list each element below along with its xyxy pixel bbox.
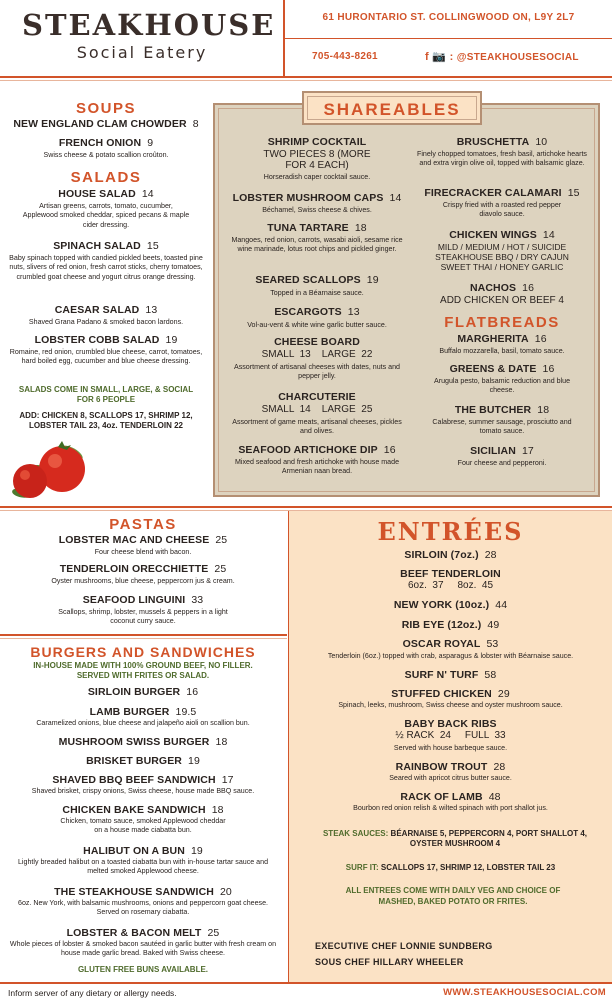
item-options: SMALL 13 LARGE 22 xyxy=(261,349,373,360)
entrees-note: ALL ENTREES COME WITH DAILY VEG AND CHOICE OF MASHED, BAKED POTATO OR FRITES. xyxy=(345,886,561,906)
item-description: Buffalo mozzarella, basil, tomato sauce. xyxy=(439,347,565,355)
shareables-heading: SHAREABLES xyxy=(323,100,461,119)
menu-item: ESCARGOTS 13 xyxy=(274,306,360,318)
shareables-heading-plate xyxy=(302,91,482,125)
menu-item: LAMB BURGER 19.5 xyxy=(89,706,197,718)
menu-item: MUSHROOM SWISS BURGER 18 xyxy=(58,736,228,748)
menu-item: BEEF TENDERLOIN xyxy=(400,568,501,580)
menu-item: SIRLOIN (7oz.) 28 xyxy=(404,549,497,561)
menu-item: SEAFOOD LINGUINI 33 xyxy=(82,594,204,606)
menu-item: LOBSTER COBB SALAD 19 xyxy=(34,334,178,346)
item-description: Seared with apricot citrus butter sauce. xyxy=(389,774,512,782)
social-handle xyxy=(425,50,610,63)
menu-item: SURF N' TURF 58 xyxy=(404,669,497,681)
surf-it: SURF IT: SCALLOPS 17, SHRIMP 12, LOBSTER TAIL 23 xyxy=(345,863,556,872)
menu-item: FIRECRACKER CALAMARI 15 xyxy=(424,187,580,199)
address: 61 HURONTARIO ST. COLLINGWOOD ON, L9Y 2L7 xyxy=(322,12,575,23)
item-description: Four cheese and pepperoni. xyxy=(457,459,547,467)
menu-item: STUFFED CHICKEN 29 xyxy=(391,688,510,700)
item-description: Scallops, shrimp, lobster, mussels & peppers in a light coconut curry sauce. xyxy=(58,608,228,626)
burgers-note: IN-HOUSE MADE WITH 100% GROUND BEEF, NO FILLER. SERVED WITH FRITES OR SALAD. xyxy=(33,661,253,680)
item-description: Vol-au-vent & white wine garlic butter sauce. xyxy=(247,321,387,329)
soups-salads-column xyxy=(0,95,212,505)
pastas-section xyxy=(0,512,286,632)
menu-item: NEW ENGLAND CLAM CHOWDER 8 xyxy=(13,118,199,130)
menu-item: BRUSCHETTA 10 xyxy=(456,136,548,148)
pastas-divider-2 xyxy=(0,638,287,639)
shareables-left-column xyxy=(222,133,412,493)
entrees-heading: ENTRÉES xyxy=(377,517,524,546)
section-divider xyxy=(0,506,612,508)
menu-item: CHARCUTERIE xyxy=(278,391,356,403)
item-description: Bourbon red onion relish & wilted spinach with port shallot jus. xyxy=(353,804,548,812)
menu-item: BABY BACK RIBS xyxy=(404,718,497,730)
menu-item: FRENCH ONION 9 xyxy=(58,137,154,149)
item-description: Caramelized onions, blue cheese and jalapeño aioli on scallion bun. xyxy=(36,719,250,727)
allergy-note: Inform server of any dietary or allergy needs. xyxy=(8,988,177,998)
item-description: 6oz. New York, with balsamic mushrooms, onions and peppercorn goat cheese. Served on rosemary ciabatta. xyxy=(18,899,268,917)
item-description: Calabrese, summer sausage, prosciutto and tomato sauce. xyxy=(432,418,572,436)
shareables-right-column xyxy=(412,133,592,493)
item-description: Mangoes, red onion, carrots, wasabi aioli, sesame rice wine marinade, lotus root chips and pickled ginger. xyxy=(231,236,403,254)
pastas-heading: PASTAS xyxy=(109,516,177,533)
menu-item: MARGHERITA 16 xyxy=(457,333,547,345)
item-description: Finely chopped tomatoes, fresh basil, artichoke hearts and extra virgin olive oil, topped with balsamic glaze. xyxy=(417,150,587,168)
logo-title: STEAKHOUSE xyxy=(22,8,276,42)
menu-item: SHAVED BBQ BEEF SANDWICH 17 xyxy=(52,774,234,786)
item-description: Four cheese blend with bacon. xyxy=(94,548,192,556)
menu-item: HALIBUT ON A BUN 19 xyxy=(83,845,203,857)
item-description: Assortment of game meats, artisanal cheeses, pickles and olives. xyxy=(232,418,402,436)
menu-item: NACHOS 16 xyxy=(469,282,535,294)
menu-item: OSCAR ROYAL 53 xyxy=(402,638,499,650)
menu-item: CAESAR SALAD 13 xyxy=(54,304,158,316)
menu-item: SICILIAN 17 xyxy=(470,445,534,457)
menu-item: SEARED SCALLOPS 19 xyxy=(255,274,379,286)
menu-item: RAINBOW TROUT 28 xyxy=(395,761,506,773)
item-description: Spinach, leeks, mushroom, Swiss cheese and oyster mushroom sauce. xyxy=(338,701,563,709)
salads-heading: SALADS xyxy=(70,169,142,186)
item-description: Whole pieces of lobster & smoked bacon sautéed in garlic butter with fresh cream on house made garlic bread. Baked with Swiss cheese. xyxy=(9,940,277,958)
menu-item: LOBSTER MUSHROOM CAPS 14 xyxy=(232,192,402,204)
menu-item: SPINACH SALAD 15 xyxy=(53,240,159,252)
item-description: Shaved brisket, crispy onions, Swiss cheese, house made BBQ sauce. xyxy=(31,787,255,795)
item-description: Lightly breaded halibut on a toasted ciabatta bun with in-house tartar sauce and melted smoked Applewood cheese. xyxy=(17,858,269,876)
sous-chef: SOUS CHEF HILLARY WHEELER xyxy=(315,957,464,967)
item-description: Assortment of artisanal cheeses with dates, nuts and pepper jelly. xyxy=(233,363,400,381)
item-options: SMALL 14 LARGE 25 xyxy=(261,404,373,415)
menu-item: RACK OF LAMB 48 xyxy=(400,791,501,803)
menu-item: LOBSTER MAC AND CHEESE 25 xyxy=(58,534,228,546)
item-options: ½ RACK 24 FULL 33 xyxy=(395,730,506,741)
tomato-highlight xyxy=(48,454,62,468)
item-description: Horseradish caper cocktail sauce. xyxy=(263,173,371,181)
social-icons: f 📷 : xyxy=(425,51,454,63)
menu-item: GREENS & DATE 16 xyxy=(449,363,555,375)
item-description: Béchamel, Swiss cheese & chives. xyxy=(262,206,372,214)
header-bottom-rule xyxy=(0,76,612,78)
salads-size-note: SALADS COME IN SMALL, LARGE, & SOCIAL FOR 6 PEOPLE xyxy=(18,385,194,404)
item-options: MILD / MEDIUM / HOT / SUICIDE STEAKHOUSE BBQ / DRY CAJUN SWEET THAI / HONEY GARLIC xyxy=(435,242,569,272)
item-options: 6oz. 37 8oz. 45 xyxy=(407,580,494,591)
entrees-section xyxy=(288,511,612,983)
menu-item: TENDERLOIN ORECCHIETTE 25 xyxy=(59,563,227,575)
item-description: Crispy fried with a roasted red pepper diavolo sauce. xyxy=(442,201,562,219)
menu-item: NEW YORK (10oz.) 44 xyxy=(393,599,508,611)
pastas-divider xyxy=(0,634,287,636)
website-link[interactable]: WWW.STEAKHOUSESOCIAL.COM xyxy=(443,987,606,998)
item-description: Mixed seafood and fresh artichoke with house made Armenian naan bread. xyxy=(234,458,400,476)
item-description: Oyster mushrooms, blue cheese, peppercorn jus & cream. xyxy=(51,577,235,585)
phone: 705-443-8261 xyxy=(312,51,378,62)
menu-item: THE STEAKHOUSE SANDWICH 20 xyxy=(54,886,232,898)
footer-rule xyxy=(0,982,612,984)
tomato-illustration xyxy=(0,425,110,505)
soups-heading: SOUPS xyxy=(75,100,136,117)
executive-chef: EXECUTIVE CHEF LONNIE SUNDBERG xyxy=(315,941,493,951)
menu-item: CHEESE BOARD xyxy=(274,336,360,348)
tomato xyxy=(13,464,47,498)
item-description: Topped in a Béarnaise sauce. xyxy=(270,289,364,297)
menu-item: SEAFOOD ARTICHOKE DIP 16 xyxy=(238,444,396,456)
item-description: Shaved Grana Padano & smoked bacon lardons. xyxy=(28,318,184,326)
tomato-highlight xyxy=(20,470,30,480)
item-description: Arugula pesto, balsamic reduction and blue cheese. xyxy=(433,377,571,395)
item-description: Served with house barbeque sauce. xyxy=(393,744,508,752)
item-description: Romaine, red onion, crumbled blue cheese, carrot, tomatoes, hard boiled egg, cucumber and blue cheese dressing. xyxy=(9,348,203,366)
item-options: ADD CHICKEN OR BEEF 4 xyxy=(440,295,564,306)
menu-item: THE BUTCHER 18 xyxy=(454,404,550,416)
item-options: TWO PIECES 8 (MORE FOR 4 EACH) xyxy=(263,149,371,171)
burgers-heading: BURGERS AND SANDWICHES xyxy=(30,644,256,660)
social-text: @STEAKHOUSESOCIAL xyxy=(456,52,579,63)
menu-item: TUNA TARTARE 18 xyxy=(267,222,367,234)
menu-item: HOUSE SALAD 14 xyxy=(58,188,154,200)
header-bottom-rule-2 xyxy=(0,80,612,81)
menu-item: CHICKEN WINGS 14 xyxy=(449,229,555,241)
burgers-section xyxy=(0,640,286,980)
item-description: Artisan greens, carrots, tomato, cucumber, Applewood smoked cheddar, spiced pecans & maple cider dressing. xyxy=(22,202,190,229)
menu-item: LOBSTER & BACON MELT 25 xyxy=(66,927,220,939)
item-description: Chicken, tomato sauce, smoked Applewood cheddar on a house made ciabatta bun. xyxy=(60,817,226,835)
menu-item: SIRLOIN BURGER 16 xyxy=(87,686,199,698)
gluten-free-note: GLUTEN FREE BUNS AVAILABLE. xyxy=(77,965,209,974)
menu-item: BRISKET BURGER 19 xyxy=(86,755,200,767)
header-rule xyxy=(285,38,612,39)
steak-sauces: STEAK SAUCES: BÉARNAISE 5, PEPPERCORN 4, PORT SHALLOT 4, OYSTER MUSHROOM 4 xyxy=(322,829,588,848)
menu-item: SHRIMP COCKTAIL xyxy=(267,136,367,148)
item-description: Tenderloin (6oz.) topped with crab, asparagus & lobster with Béarnaise sauce. xyxy=(327,652,574,660)
salads-add-ons: ADD: CHICKEN 8, SCALLOPS 17, SHRIMP 12, LOBSTER TAIL 23, 4oz. TENDERLOIN 22 xyxy=(19,411,193,430)
logo-subtitle: Social Eatery xyxy=(76,43,208,62)
header xyxy=(0,0,612,78)
item-description: Swiss cheese & potato scallion croûton. xyxy=(43,151,169,159)
menu-item: CHICKEN BAKE SANDWICH 18 xyxy=(62,804,224,816)
item-description: Baby spinach topped with candied pickled beets, toasted pine nuts, slivers of red onion, fresh carrot sticks, cherry tomatoes, crumbled goat cheese and yogurt citrus orange dressing. xyxy=(9,254,203,281)
flatbreads-heading: FLATBREADS xyxy=(444,314,560,331)
menu-item: RIB EYE (12oz.) 49 xyxy=(401,619,500,631)
